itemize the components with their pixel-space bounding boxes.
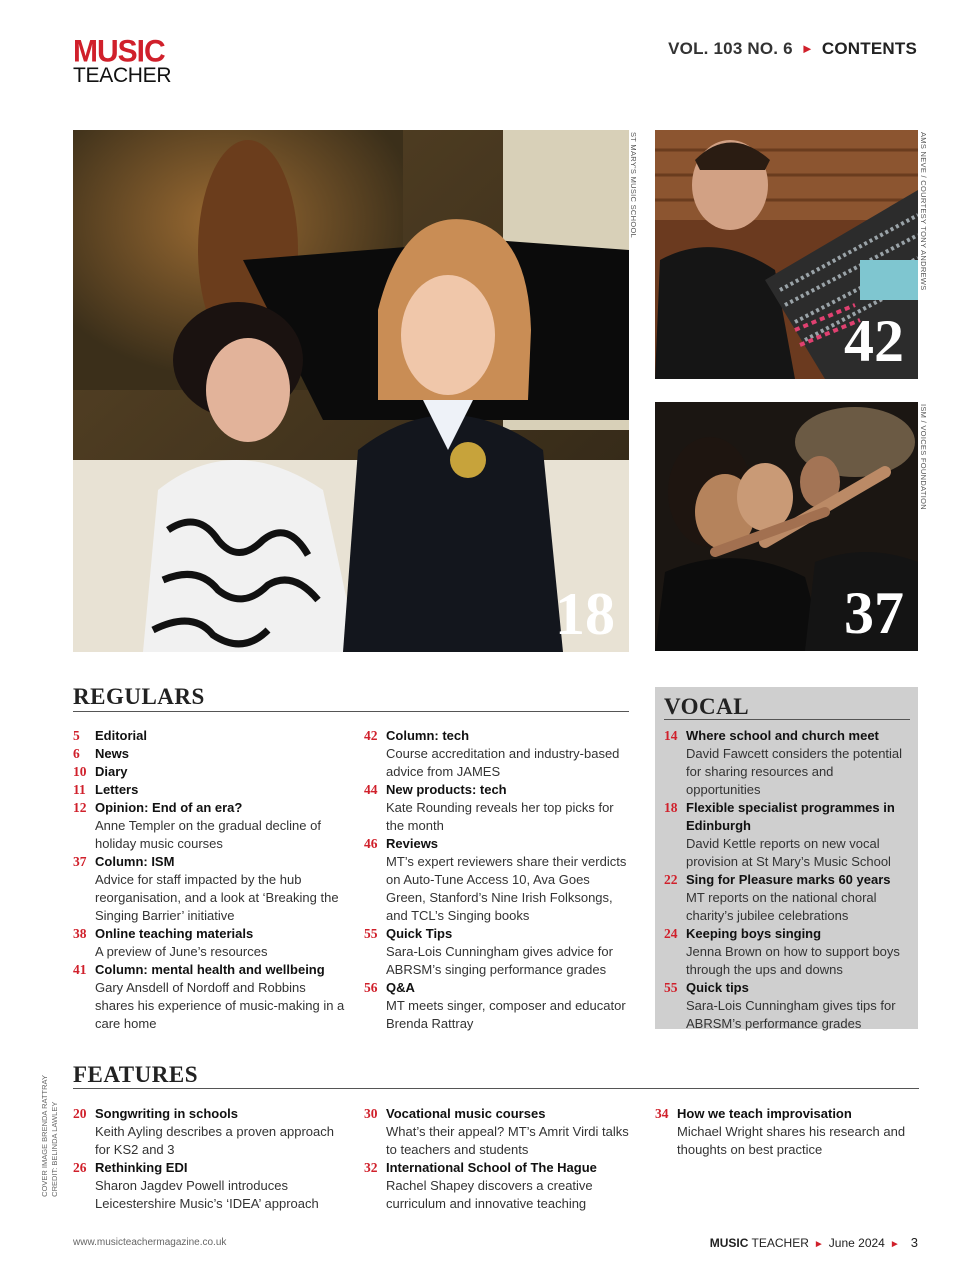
photo-credit: ISM / VOICES FOUNDATION xyxy=(919,404,928,510)
toc-entry[interactable] xyxy=(364,925,629,979)
toc-page: 41 xyxy=(73,962,87,977)
toc-title: Quick Tips xyxy=(386,926,453,941)
toc-title: Reviews xyxy=(386,836,439,851)
toc-entry[interactable] xyxy=(664,799,910,871)
features-heading: FEATURES xyxy=(73,1062,198,1087)
toc-description: Rachel Shapey discovers a creative curriculum and innovative teaching xyxy=(386,1178,593,1211)
footer-date: June 2024 xyxy=(828,1236,885,1250)
toc-description: Gary Ansdell of Nordoff and Robbins shares his experience of music-making in a care home xyxy=(95,980,345,1031)
photo-credit: AMS NEVE / COURTESY TONY ANDREWS xyxy=(919,132,928,291)
toc-title: Vocational music courses xyxy=(386,1106,546,1121)
photo-choir xyxy=(655,402,918,651)
toc-entry[interactable] xyxy=(73,799,348,853)
regulars-rule xyxy=(73,711,629,712)
toc-title: Quick tips xyxy=(686,980,749,995)
toc-entry[interactable] xyxy=(364,979,629,1033)
regulars-column-2 xyxy=(364,727,629,1033)
features-column-1 xyxy=(73,1105,348,1213)
photo-studio xyxy=(655,130,918,379)
toc-entry[interactable] xyxy=(364,835,629,925)
toc-description: Sharon Jagdev Powell introduces Leicestershire Music’s ‘IDEA’ approach xyxy=(95,1178,319,1211)
toc-page: 10 xyxy=(73,764,87,779)
toc-entry[interactable] xyxy=(364,1105,629,1159)
cover-credit xyxy=(40,1075,60,1197)
footer-brand-rest: TEACHER xyxy=(751,1236,809,1250)
toc-description: MT’s expert reviewers share their verdicts on Auto-Tune Access 10, Ava Goes Green, Stanford’s Nine Irish Folksongs, and TCL’s Singing books xyxy=(386,854,627,923)
toc-title: Opinion: End of an era? xyxy=(95,800,243,815)
vocal-column xyxy=(664,727,910,1033)
toc-title: Online teaching materials xyxy=(95,926,254,941)
toc-entry[interactable] xyxy=(73,763,348,781)
toc-description: Course accreditation and industry-based advice from JAMES xyxy=(386,746,620,779)
toc-description: Michael Wright shares his research and thoughts on best practice xyxy=(677,1124,906,1157)
toc-entry[interactable] xyxy=(664,925,910,979)
toc-page: 22 xyxy=(664,872,678,887)
toc-page: 34 xyxy=(655,1106,669,1121)
toc-description: Anne Templer on the gradual decline of holiday music courses xyxy=(95,818,321,851)
photo-main xyxy=(73,130,629,652)
issue-header xyxy=(668,39,917,59)
toc-entry[interactable] xyxy=(73,781,348,799)
toc-description: MT reports on the national choral charity’s jubilee celebrations xyxy=(686,890,877,923)
toc-description: Jenna Brown on how to support boys through the ups and downs xyxy=(686,944,900,977)
toc-description: David Kettle reports on new vocal provision at St Mary’s Music School xyxy=(686,836,891,869)
toc-title: New products: tech xyxy=(386,782,507,797)
toc-title: News xyxy=(95,746,129,761)
toc-entry[interactable] xyxy=(364,1159,629,1213)
toc-title: Songwriting in schools xyxy=(95,1106,238,1121)
toc-entry[interactable] xyxy=(364,727,629,781)
features-column-3 xyxy=(655,1105,918,1159)
toc-entry[interactable] xyxy=(73,1159,348,1213)
toc-title: How we teach improvisation xyxy=(677,1106,852,1121)
toc-page: 32 xyxy=(364,1160,378,1175)
toc-title: Column: tech xyxy=(386,728,470,743)
footer-folio xyxy=(710,1235,918,1250)
toc-title: Keeping boys singing xyxy=(686,926,822,941)
toc-description: Kate Rounding reveals her top picks for the month xyxy=(386,800,614,833)
toc-entry[interactable] xyxy=(73,1105,348,1159)
toc-entry[interactable] xyxy=(664,727,910,799)
toc-page: 6 xyxy=(73,746,80,761)
toc-title: Flexible specialist programmes in Edinburgh xyxy=(686,800,895,833)
toc-title: Rethinking EDI xyxy=(95,1160,188,1175)
toc-page: 46 xyxy=(364,836,378,851)
arrow-icon: ► xyxy=(800,41,814,56)
regulars-column-1 xyxy=(73,727,348,1033)
section-label: CONTENTS xyxy=(821,39,917,58)
toc-description: Sara-Lois Cunningham gives tips for ABRSM’s performance grades xyxy=(686,998,896,1031)
logo-music: MUSIC xyxy=(73,34,165,69)
toc-entry[interactable] xyxy=(73,745,348,763)
toc-entry[interactable] xyxy=(655,1105,918,1159)
toc-description: Keith Ayling describes a proven approach for KS2 and 3 xyxy=(95,1124,334,1157)
toc-description: Advice for staff impacted by the hub reorganisation, and a look at ‘Breaking the Singing Barrier’ initiative xyxy=(95,872,339,923)
toc-title: Column: mental health and wellbeing xyxy=(95,962,325,977)
toc-page: 55 xyxy=(664,980,678,995)
toc-title: Editorial xyxy=(95,728,148,743)
toc-page: 26 xyxy=(73,1160,87,1175)
regulars-heading: REGULARS xyxy=(73,684,205,709)
toc-page: 14 xyxy=(664,728,678,743)
magazine-logo xyxy=(73,34,172,87)
features-rule xyxy=(73,1088,919,1089)
footer-brand-bold: MUSIC xyxy=(709,1236,749,1250)
toc-description: MT meets singer, composer and educator Brenda Rattray xyxy=(386,998,626,1031)
toc-entry[interactable] xyxy=(73,961,348,1033)
features-column-2 xyxy=(364,1105,629,1213)
toc-page: 5 xyxy=(73,728,80,743)
toc-entry[interactable] xyxy=(73,925,348,961)
toc-page: 44 xyxy=(364,782,378,797)
toc-entry[interactable] xyxy=(364,781,629,835)
page-number-badge: 18 xyxy=(555,581,615,647)
logo-teacher: TEACHER xyxy=(73,63,172,87)
vocal-heading: VOCAL xyxy=(664,694,750,719)
toc-entry[interactable] xyxy=(73,727,348,745)
toc-description: What’s their appeal? MT’s Amrit Virdi talks to teachers and students xyxy=(386,1124,629,1157)
photo-credit: ST MARY'S MUSIC SCHOOL xyxy=(629,132,638,239)
toc-page: 20 xyxy=(73,1106,87,1121)
toc-title: Q&A xyxy=(386,980,415,995)
footer-url[interactable]: www.musicteachermagazine.co.uk xyxy=(73,1237,227,1248)
vocal-rule xyxy=(664,719,910,720)
toc-title: Diary xyxy=(95,764,128,779)
arrow-icon: ► xyxy=(889,1239,900,1250)
toc-title: International School of The Hague xyxy=(386,1160,597,1175)
toc-title: Where school and church meet xyxy=(686,728,879,743)
toc-title: Letters xyxy=(95,782,139,797)
toc-description: A preview of June’s resources xyxy=(95,944,268,959)
toc-title: Sing for Pleasure marks 60 years xyxy=(686,872,891,887)
issue-volume: VOL. 103 NO. 6 xyxy=(668,39,793,58)
toc-entry[interactable] xyxy=(73,853,348,925)
toc-page: 30 xyxy=(364,1106,378,1121)
toc-entry[interactable] xyxy=(664,871,910,925)
toc-page: 18 xyxy=(664,800,678,815)
toc-page: 12 xyxy=(73,800,87,815)
toc-page: 38 xyxy=(73,926,87,941)
arrow-icon: ► xyxy=(813,1239,824,1250)
toc-page: 56 xyxy=(364,980,378,995)
footer-page-number: 3 xyxy=(910,1235,918,1250)
cover-credit-line1: COVER IMAGE BRENDA RATTRAY xyxy=(40,1075,49,1197)
page-number-badge: 37 xyxy=(844,580,904,646)
toc-page: 42 xyxy=(364,728,378,743)
toc-page: 37 xyxy=(73,854,87,869)
toc-entry[interactable] xyxy=(664,979,910,1033)
toc-page: 11 xyxy=(73,782,86,797)
cover-credit-line2: CREDIT: BELINDA LAWLEY xyxy=(50,1101,59,1197)
toc-page: 55 xyxy=(364,926,378,941)
toc-title: Column: ISM xyxy=(95,854,175,869)
photo-main-illustration xyxy=(73,130,629,652)
page-number-badge: 42 xyxy=(844,308,904,374)
toc-description: David Fawcett considers the potential for sharing resources and opportunities xyxy=(686,746,903,797)
toc-page: 24 xyxy=(664,926,678,941)
toc-description: Sara-Lois Cunningham gives advice for ABRSM’s singing performance grades xyxy=(386,944,613,977)
